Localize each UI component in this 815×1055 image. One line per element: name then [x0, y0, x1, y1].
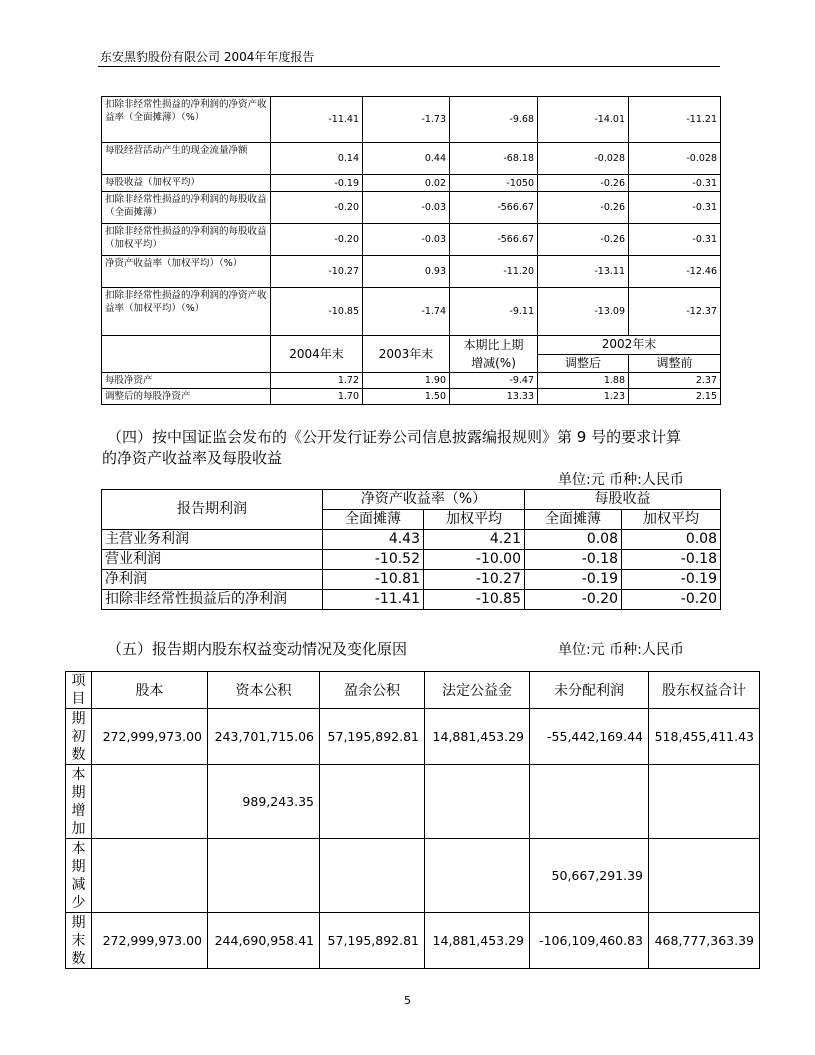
col-header-before: 调整前: [629, 354, 721, 373]
row-label: 净利润: [102, 570, 323, 590]
value-cell: -566.67: [450, 192, 538, 224]
table-row: [66, 765, 760, 839]
table-row: [102, 97, 721, 143]
value-cell: -0.31: [629, 175, 721, 192]
col-header-eps: 每股收益: [525, 490, 721, 510]
row-label: 每股经营活动产生的现金流量净额: [102, 143, 271, 175]
value-cell: 243,701,715.06: [208, 709, 320, 765]
section-5-title: （五）报告期内股东权益变动情况及变化原因: [107, 640, 408, 658]
financial-indicators-table: [101, 96, 721, 405]
value-cell: -0.31: [629, 224, 721, 256]
section-4-title-cont: 的净资产收益率及每股收益: [102, 449, 283, 467]
value-cell: -10.27: [271, 256, 363, 288]
value-cell: 0.02: [363, 175, 450, 192]
value-cell: -566.67: [450, 224, 538, 256]
col-header-2004: 2004年末: [271, 336, 363, 373]
page-number: 5: [404, 994, 411, 1007]
value-cell: -0.18: [525, 550, 622, 570]
value-cell: -13.11: [538, 256, 629, 288]
value-cell: -0.20: [525, 590, 622, 610]
value-cell: [425, 765, 530, 839]
header-row: [66, 672, 760, 709]
value-cell: 0.93: [363, 256, 450, 288]
table-row: [102, 192, 721, 224]
table-row: [102, 256, 721, 288]
value-cell: -10.52: [323, 550, 424, 570]
row-label: 营业利润: [102, 550, 323, 570]
table-row: [66, 839, 760, 913]
value-cell: -0.028: [629, 143, 721, 175]
value-cell: [649, 839, 760, 913]
value-cell: -1.73: [363, 97, 450, 143]
table-row: [102, 570, 721, 590]
row-label: 本期增加: [66, 765, 92, 839]
table-row: [102, 288, 721, 336]
col-header-capital-reserve: 资本公积: [208, 672, 320, 709]
value-cell: 57,195,892.81: [320, 709, 425, 765]
row-label: 期初数: [66, 709, 92, 765]
value-cell: [649, 765, 760, 839]
col-header-2003: 2003年末: [363, 336, 450, 373]
value-cell: 468,777,363.39: [649, 913, 760, 969]
value-cell: 0.14: [271, 143, 363, 175]
row-label: 每股净资产: [102, 373, 271, 389]
value-cell: -0.19: [525, 570, 622, 590]
table-row: [102, 224, 721, 256]
section-5-unit: 单位:元 币种:人民币: [558, 642, 684, 658]
value-cell: -1.74: [363, 288, 450, 336]
section-4-title: （四）按中国证监会发布的《公开发行证券公司信息披露编报规则》第 9 号的要求计算: [107, 428, 682, 446]
table-row: [102, 530, 721, 550]
row-label: 扣除非经常性损益的净利润的每股收益（全面摊薄）: [102, 192, 271, 224]
value-cell: 57,195,892.81: [320, 913, 425, 969]
row-label: 调整后的每股净资产: [102, 389, 271, 405]
col-header-adjusted: 调整后: [538, 354, 629, 373]
value-cell: -0.20: [622, 590, 721, 610]
roe-eps-table: [101, 489, 721, 610]
value-cell: 1.90: [363, 373, 450, 389]
col-header-2002: 2002年末: [538, 336, 721, 355]
value-cell: -12.46: [629, 256, 721, 288]
table-row: [66, 709, 760, 765]
value-cell: -11.41: [323, 590, 424, 610]
value-cell: -0.028: [538, 143, 629, 175]
value-cell: -0.19: [622, 570, 721, 590]
value-cell: -11.20: [450, 256, 538, 288]
value-cell: 2.15: [629, 389, 721, 405]
table-row: [102, 175, 721, 192]
value-cell: -68.18: [450, 143, 538, 175]
value-cell: 0.08: [622, 530, 721, 550]
value-cell: -9.11: [450, 288, 538, 336]
value-cell: 14,881,453.29: [425, 913, 530, 969]
col-header-total-equity: 股东权益合计: [649, 672, 760, 709]
value-cell: 518,455,411.43: [649, 709, 760, 765]
col-header-share-capital: 股本: [92, 672, 208, 709]
value-cell: -0.20: [271, 192, 363, 224]
col-header-roe: 净资产收益率（%）: [323, 490, 525, 510]
value-cell: -10.00: [424, 550, 525, 570]
value-cell: -11.21: [629, 97, 721, 143]
value-cell: [320, 839, 425, 913]
table-row: [102, 143, 721, 175]
header-divider: [98, 66, 720, 67]
col-header-profit: 报告期利润: [102, 490, 323, 530]
change-header-line2: 增减(%): [471, 356, 516, 370]
value-cell: -1050: [450, 175, 538, 192]
col-header-roe-diluted: 全面摊薄: [323, 510, 424, 530]
value-cell: 13.33: [450, 389, 538, 405]
table-row: [102, 590, 721, 610]
row-label: 净资产收益率（加权平均）（%）: [102, 256, 271, 288]
value-cell: -10.85: [424, 590, 525, 610]
value-cell: 244,690,958.41: [208, 913, 320, 969]
table-row: [102, 389, 721, 405]
value-cell: -10.27: [424, 570, 525, 590]
value-cell: -0.26: [538, 192, 629, 224]
col-header-roe-weighted: 加权平均: [424, 510, 525, 530]
change-header-line1: 本期比上期: [463, 338, 524, 352]
value-cell: -55,442,169.44: [530, 709, 649, 765]
value-cell: 272,999,973.00: [92, 913, 208, 969]
value-cell: 50,667,291.39: [530, 839, 649, 913]
value-cell: -10.85: [271, 288, 363, 336]
equity-changes-table: [65, 671, 760, 969]
blank-header-cell: [102, 336, 271, 373]
value-cell: 0.08: [525, 530, 622, 550]
value-cell: -9.68: [450, 97, 538, 143]
value-cell: -0.26: [538, 224, 629, 256]
value-cell: -9.47: [450, 373, 538, 389]
value-cell: 2.37: [629, 373, 721, 389]
value-cell: 272,999,973.00: [92, 709, 208, 765]
header-row: [102, 336, 721, 355]
value-cell: -0.20: [271, 224, 363, 256]
table-row: [102, 373, 721, 389]
value-cell: -106,109,460.83: [530, 913, 649, 969]
value-cell: -12.37: [629, 288, 721, 336]
table-row: [66, 913, 760, 969]
value-cell: [208, 839, 320, 913]
value-cell: -0.03: [363, 224, 450, 256]
value-cell: 0.44: [363, 143, 450, 175]
table-row: [102, 550, 721, 570]
report-header-title: 东安黑豹股份有限公司 2004年年度报告: [100, 50, 315, 64]
value-cell: -11.41: [271, 97, 363, 143]
value-cell: -0.26: [538, 175, 629, 192]
value-cell: 4.21: [424, 530, 525, 550]
col-header-eps-weighted: 加权平均: [622, 510, 721, 530]
row-label: 主营业务利润: [102, 530, 323, 550]
col-header-change: [450, 336, 538, 373]
row-label: 扣除非经常性损益的净利润的净资产收益率（加权平均）（%）: [102, 288, 271, 336]
value-cell: [320, 765, 425, 839]
value-cell: [425, 839, 530, 913]
section-4-unit: 单位:元 币种:人民币: [558, 472, 684, 488]
value-cell: 1.23: [538, 389, 629, 405]
value-cell: 1.70: [271, 389, 363, 405]
value-cell: [92, 839, 208, 913]
col-header-surplus-reserve: 盈余公积: [320, 672, 425, 709]
value-cell: 1.50: [363, 389, 450, 405]
value-cell: -13.09: [538, 288, 629, 336]
col-header-eps-diluted: 全面摊薄: [525, 510, 622, 530]
col-header-undistributed-profit: 未分配利润: [530, 672, 649, 709]
row-label: 扣除非经常性损益后的净利润: [102, 590, 323, 610]
row-label: 本期减少: [66, 839, 92, 913]
row-label: 每股收益（加权平均）: [102, 175, 271, 192]
value-cell: 14,881,453.29: [425, 709, 530, 765]
row-label: 期末数: [66, 913, 92, 969]
value-cell: -0.19: [271, 175, 363, 192]
value-cell: -14.01: [538, 97, 629, 143]
value-cell: [92, 765, 208, 839]
row-label: 扣除非经常性损益的净利润的净资产收益率（全面摊薄）（%）: [102, 97, 271, 143]
value-cell: 1.88: [538, 373, 629, 389]
col-header-welfare-fund: 法定公益金: [425, 672, 530, 709]
value-cell: 4.43: [323, 530, 424, 550]
col-header-item: 项目: [66, 672, 92, 709]
value-cell: -0.03: [363, 192, 450, 224]
value-cell: -0.18: [622, 550, 721, 570]
value-cell: -0.31: [629, 192, 721, 224]
row-label: 扣除非经常性损益的净利润的每股收益（加权平均）: [102, 224, 271, 256]
value-cell: [530, 765, 649, 839]
value-cell: -10.81: [323, 570, 424, 590]
value-cell: 1.72: [271, 373, 363, 389]
header-row: [102, 490, 721, 510]
value-cell: 989,243.35: [208, 765, 320, 839]
